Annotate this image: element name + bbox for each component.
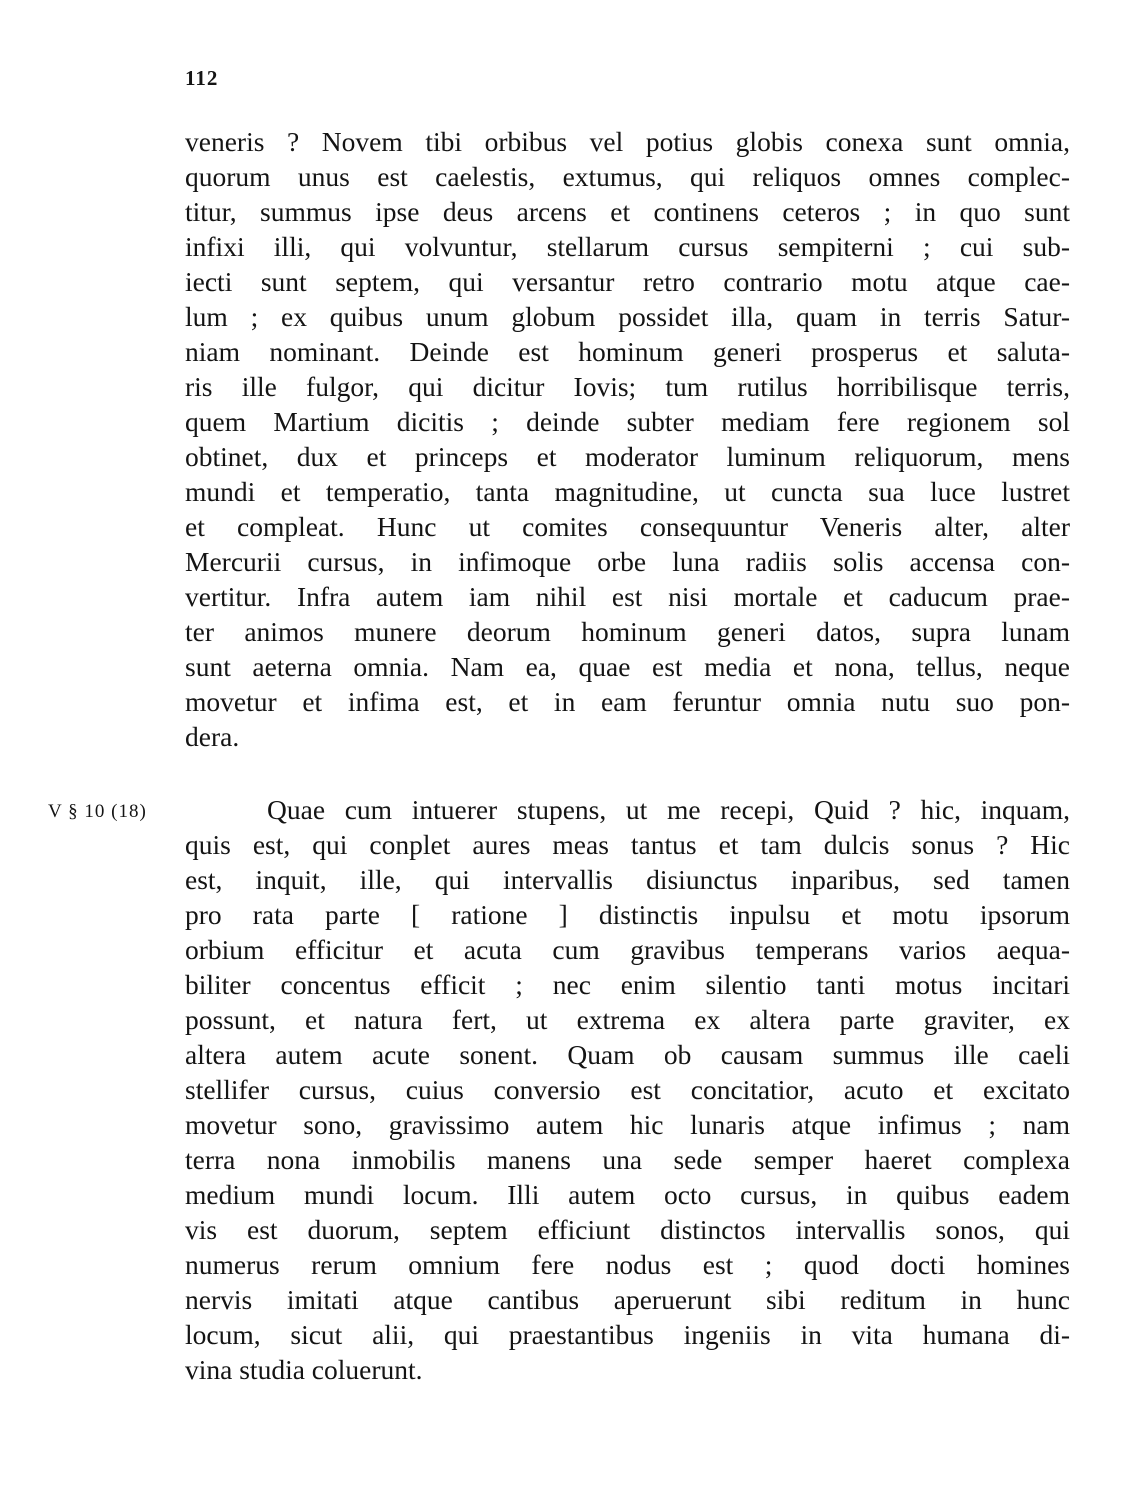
text-line: niam nominant. Deinde est hominum generi prosperus et saluta-: [185, 336, 1070, 367]
text-line: titur, summus ipse deus arcens et continens ceteros ; in quo sunt: [185, 196, 1070, 227]
text-line: quorum unus est caelestis, extumus, qui reliquos omnes complec-: [185, 161, 1070, 192]
page-number: 112: [185, 66, 219, 90]
text-line: et compleat. Hunc ut comites consequuntur Veneris alter, alter: [185, 511, 1070, 542]
text-line: biliter concentus efficit ; nec enim silentio tanti motus incitari: [185, 969, 1070, 1000]
text-line: mundi et temperatio, tanta magnitudine, ut cuncta sua luce lustret: [185, 476, 1070, 507]
text-line: possunt, et natura fert, ut extrema ex altera parte graviter, ex: [185, 1004, 1070, 1035]
text-line: movetur sono, gravissimo autem hic lunaris atque infimus ; nam: [185, 1109, 1070, 1140]
text-line: sunt aeterna omnia. Nam ea, quae est media et nona, tellus, neque: [185, 651, 1070, 682]
text-line: locum, sicut alii, qui praestantibus ingeniis in vita humana di-: [185, 1319, 1070, 1350]
text-line: iecti sunt septem, qui versantur retro contrario motu atque cae-: [185, 266, 1070, 297]
text-line: est, inquit, ille, qui intervallis disiunctus inparibus, sed tamen: [185, 864, 1070, 895]
text-line: medium mundi locum. Illi autem octo cursus, in quibus eadem: [185, 1179, 1070, 1210]
text-line: obtinet, dux et princeps et moderator luminum reliquorum, mens: [185, 441, 1070, 472]
text-line: veneris ? Novem tibi orbibus vel potius globis conexa sunt omnia,: [185, 126, 1070, 157]
text-line: lum ; ex quibus unum globum possidet illa, quam in terris Satur-: [185, 301, 1070, 332]
text-line: vina studia coluerunt.: [185, 1354, 423, 1385]
text-line: ris ille fulgor, qui dicitur Iovis; tum rutilus horribilisque terris,: [185, 371, 1070, 402]
text-line: orbium efficitur et acuta cum gravibus temperans varios aequa-: [185, 934, 1070, 965]
text-line: quem Martium dicitis ; deinde subter mediam fere regionem sol: [185, 406, 1070, 437]
text-line: vis est duorum, septem efficiunt distinctos intervallis sonos, qui: [185, 1214, 1070, 1245]
paragraph-1: [185, 124, 1070, 754]
text-line: infixi illi, qui volvuntur, stellarum cursus sempiterni ; cui sub-: [185, 231, 1070, 262]
text-line: ter animos munere deorum hominum generi datos, supra lunam: [185, 616, 1070, 647]
text-line: altera autem acute sonent. Quam ob causam summus ille caeli: [185, 1039, 1070, 1070]
text-line: nervis imitati atque cantibus aperuerunt sibi reditum in hunc: [185, 1284, 1070, 1315]
text-line: numerus rerum omnium fere nodus est ; quod docti homines: [185, 1249, 1070, 1280]
text-line: Quae cum intuerer stupens, ut me recepi, Quid ? hic, inquam,: [267, 794, 1070, 825]
text-line: vertitur. Infra autem iam nihil est nisi mortale et caducum prae-: [185, 581, 1070, 612]
text-line: quis est, qui conplet aures meas tantus et tam dulcis sonus ? Hic: [185, 829, 1070, 860]
paragraph-2: [185, 792, 1070, 1387]
text-line: pro rata parte [ ratione ] distinctis inpulsu et motu ipsorum: [185, 899, 1070, 930]
text-line: terra nona inmobilis manens una sede semper haeret complexa: [185, 1144, 1070, 1175]
text-line: Mercurii cursus, in infimoque orbe luna radiis solis accensa con-: [185, 546, 1070, 577]
text-line: dera.: [185, 721, 240, 752]
text-line: movetur et infima est, et in eam feruntur omnia nutu suo pon-: [185, 686, 1070, 717]
marginal-reference: V § 10 (18): [48, 801, 147, 822]
text-line: stellifer cursus, cuius conversio est concitatior, acuto et excitato: [185, 1074, 1070, 1105]
